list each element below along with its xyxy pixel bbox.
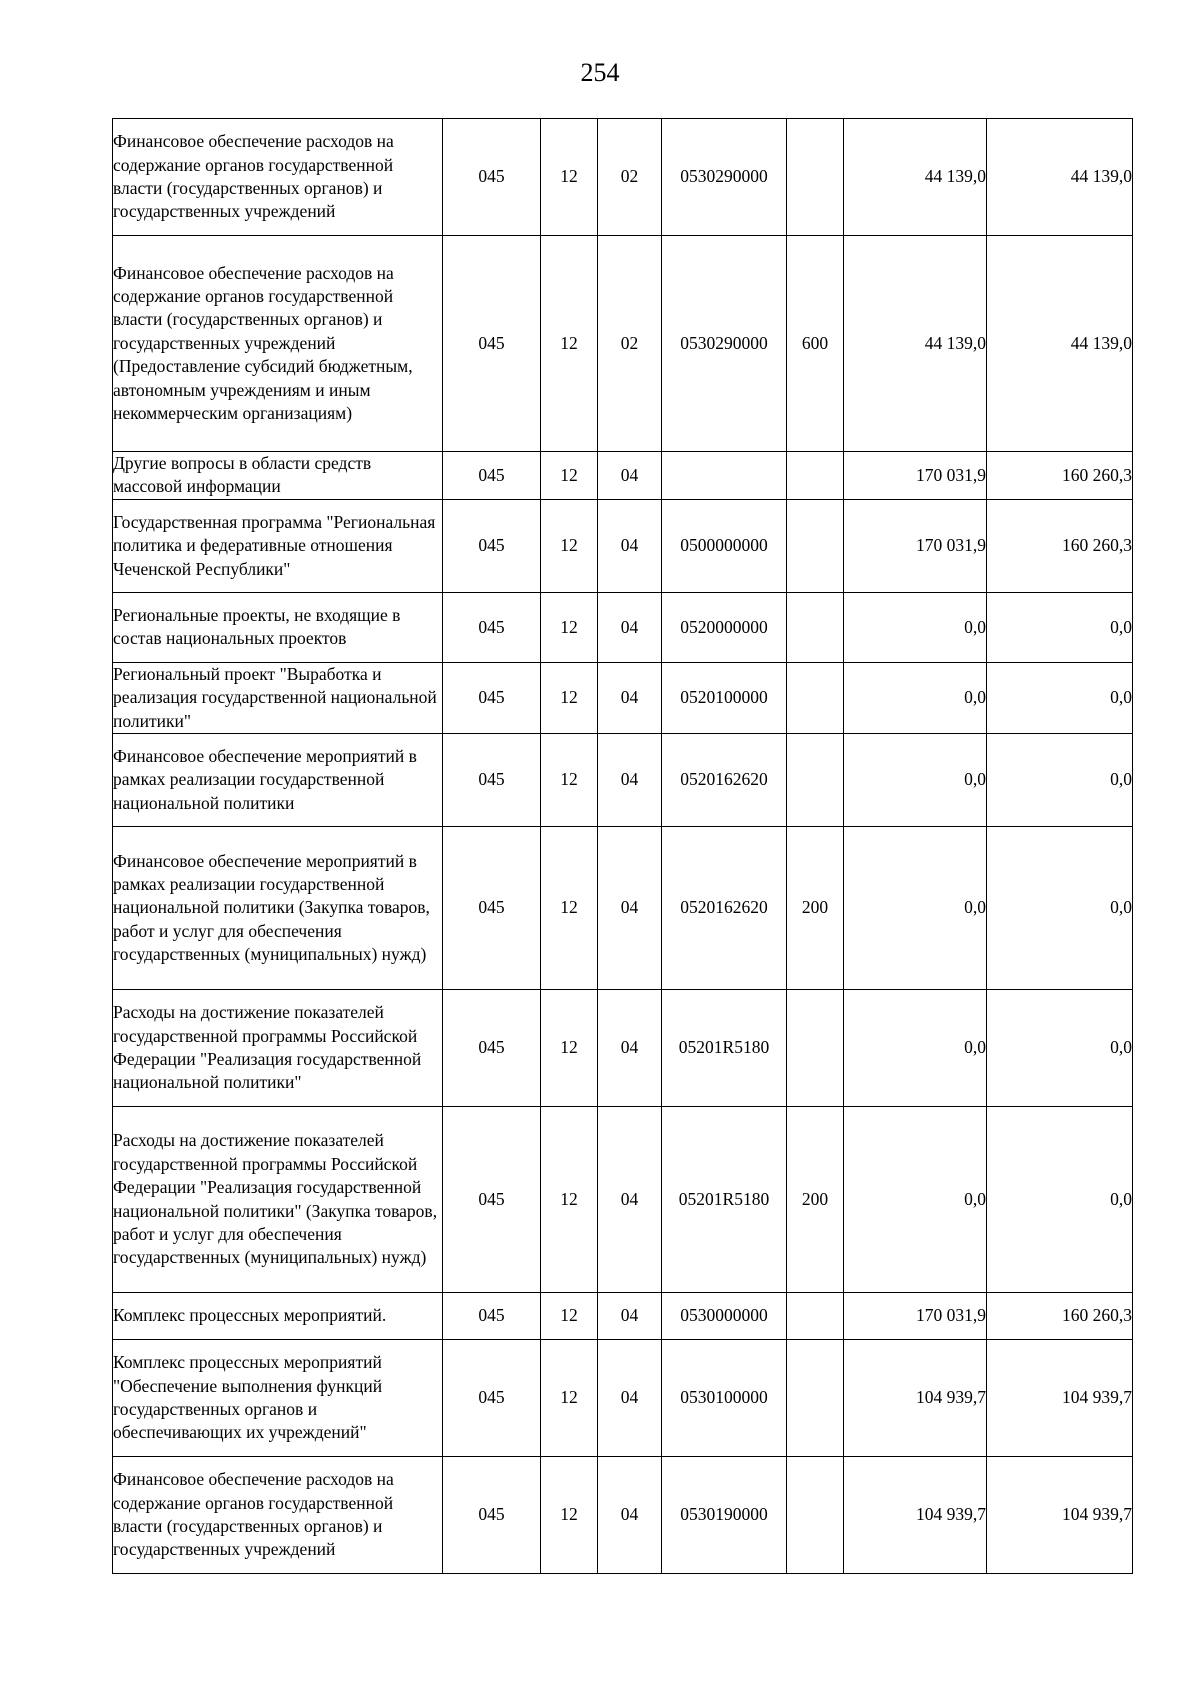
amount-year-1-cell: 0,0 <box>844 734 987 827</box>
item-name-cell: Финансовое обеспечение мероприятий в рамках реализации государственной национальной политики (Закупка товаров, работ и услуг для обеспечения государственных (муниципальных) нужд) <box>113 827 443 990</box>
subsection-code-cell: 02 <box>598 119 662 236</box>
table-body <box>113 119 1133 1574</box>
section-code-cell: 12 <box>541 452 598 500</box>
item-name-cell: Расходы на достижение показателей государственной программы Российской Федерации "Реализация государственной национальной политики" (Закупка товаров, работ и услуг для обеспечения государственных (муниципальных) нужд) <box>113 1107 443 1293</box>
subsection-code-cell: 04 <box>598 1293 662 1340</box>
subsection-code-cell: 04 <box>598 990 662 1107</box>
expense-type-code-cell <box>787 452 844 500</box>
expense-type-code-cell <box>787 734 844 827</box>
subsection-code-cell: 04 <box>598 1340 662 1457</box>
subsection-code-cell: 04 <box>598 499 662 592</box>
section-code-cell: 12 <box>541 990 598 1107</box>
section-code-cell: 12 <box>541 236 598 452</box>
ministry-code-cell: 045 <box>443 1293 541 1340</box>
section-code-cell: 12 <box>541 1457 598 1574</box>
target-item-code-cell: 0520000000 <box>662 592 787 662</box>
subsection-code-cell: 04 <box>598 1457 662 1574</box>
subsection-code-cell: 02 <box>598 236 662 452</box>
section-code-cell: 12 <box>541 734 598 827</box>
table-row <box>113 1107 1133 1293</box>
subsection-code-cell: 04 <box>598 1107 662 1293</box>
target-item-code-cell: 0500000000 <box>662 499 787 592</box>
subsection-code-cell: 04 <box>598 734 662 827</box>
amount-year-2-cell: 0,0 <box>987 990 1133 1107</box>
amount-year-1-cell: 0,0 <box>844 1107 987 1293</box>
section-code-cell: 12 <box>541 499 598 592</box>
amount-year-2-cell: 0,0 <box>987 1107 1133 1293</box>
amount-year-2-cell: 0,0 <box>987 662 1133 733</box>
ministry-code-cell: 045 <box>443 990 541 1107</box>
item-name-cell: Финансовое обеспечение расходов на содержание органов государственной власти (государственных органов) и государственных учреждений <box>113 1457 443 1574</box>
item-name-cell: Региональный проект "Выработка и реализация государственной национальной политики" <box>113 662 443 733</box>
target-item-code-cell: 0520162620 <box>662 734 787 827</box>
ministry-code-cell: 045 <box>443 119 541 236</box>
item-name-cell: Финансовое обеспечение мероприятий в рамках реализации государственной национальной политики <box>113 734 443 827</box>
ministry-code-cell: 045 <box>443 452 541 500</box>
table-row <box>113 119 1133 236</box>
amount-year-1-cell: 170 031,9 <box>844 452 987 500</box>
subsection-code-cell: 04 <box>598 452 662 500</box>
amount-year-1-cell: 170 031,9 <box>844 499 987 592</box>
section-code-cell: 12 <box>541 1340 598 1457</box>
item-name-cell: Другие вопросы в области средств массовой информации <box>113 452 443 500</box>
item-name-cell: Финансовое обеспечение расходов на содержание органов государственной власти (государственных органов) и государственных учреждений (Предоставление субсидий бюджетным, автономным учреждениям и иным некоммерческим организациям) <box>113 236 443 452</box>
amount-year-1-cell: 44 139,0 <box>844 236 987 452</box>
ministry-code-cell: 045 <box>443 662 541 733</box>
target-item-code-cell: 0530100000 <box>662 1340 787 1457</box>
amount-year-2-cell: 0,0 <box>987 592 1133 662</box>
expense-type-code-cell: 200 <box>787 1107 844 1293</box>
section-code-cell: 12 <box>541 827 598 990</box>
ministry-code-cell: 045 <box>443 592 541 662</box>
target-item-code-cell: 0520100000 <box>662 662 787 733</box>
amount-year-1-cell: 104 939,7 <box>844 1340 987 1457</box>
expense-type-code-cell <box>787 499 844 592</box>
amount-year-1-cell: 44 139,0 <box>844 119 987 236</box>
table-row <box>113 499 1133 592</box>
amount-year-1-cell: 104 939,7 <box>844 1457 987 1574</box>
item-name-cell: Расходы на достижение показателей государственной программы Российской Федерации "Реализация государственной национальной политики" <box>113 990 443 1107</box>
amount-year-2-cell: 44 139,0 <box>987 119 1133 236</box>
amount-year-2-cell: 104 939,7 <box>987 1340 1133 1457</box>
table-row <box>113 592 1133 662</box>
target-item-code-cell: 0530190000 <box>662 1457 787 1574</box>
expense-type-code-cell <box>787 990 844 1107</box>
target-item-code-cell: 05201R5180 <box>662 990 787 1107</box>
subsection-code-cell: 04 <box>598 592 662 662</box>
target-item-code-cell <box>662 452 787 500</box>
ministry-code-cell: 045 <box>443 1107 541 1293</box>
table-row <box>113 990 1133 1107</box>
table-row <box>113 236 1133 452</box>
expense-type-code-cell <box>787 119 844 236</box>
item-name-cell: Финансовое обеспечение расходов на содержание органов государственной власти (государственных органов) и государственных учреждений <box>113 119 443 236</box>
amount-year-2-cell: 0,0 <box>987 734 1133 827</box>
table-row <box>113 1340 1133 1457</box>
table-row <box>113 1293 1133 1340</box>
amount-year-2-cell: 44 139,0 <box>987 236 1133 452</box>
target-item-code-cell: 0530000000 <box>662 1293 787 1340</box>
section-code-cell: 12 <box>541 592 598 662</box>
table-row <box>113 452 1133 500</box>
item-name-cell: Комплекс процессных мероприятий "Обеспечение выполнения функций государственных органов и обеспечивающих их учреждений" <box>113 1340 443 1457</box>
target-item-code-cell: 0530290000 <box>662 119 787 236</box>
ministry-code-cell: 045 <box>443 1457 541 1574</box>
expense-type-code-cell <box>787 1340 844 1457</box>
ministry-code-cell: 045 <box>443 1340 541 1457</box>
amount-year-2-cell: 160 260,3 <box>987 499 1133 592</box>
table-row <box>113 1457 1133 1574</box>
target-item-code-cell: 05201R5180 <box>662 1107 787 1293</box>
amount-year-1-cell: 0,0 <box>844 662 987 733</box>
expense-type-code-cell <box>787 592 844 662</box>
page-number: 254 <box>580 58 620 87</box>
item-name-cell: Государственная программа "Региональная политика и федеративные отношения Чеченской Республики" <box>113 499 443 592</box>
amount-year-2-cell: 0,0 <box>987 827 1133 990</box>
subsection-code-cell: 04 <box>598 662 662 733</box>
section-code-cell: 12 <box>541 662 598 733</box>
section-code-cell: 12 <box>541 119 598 236</box>
amount-year-1-cell: 0,0 <box>844 990 987 1107</box>
item-name-cell: Региональные проекты, не входящие в состав национальных проектов <box>113 592 443 662</box>
target-item-code-cell: 0520162620 <box>662 827 787 990</box>
expense-type-code-cell <box>787 1457 844 1574</box>
table-row <box>113 827 1133 990</box>
amount-year-2-cell: 104 939,7 <box>987 1457 1133 1574</box>
ministry-code-cell: 045 <box>443 236 541 452</box>
section-code-cell: 12 <box>541 1107 598 1293</box>
table-row <box>113 662 1133 733</box>
budget-table <box>112 118 1133 1574</box>
subsection-code-cell: 04 <box>598 827 662 990</box>
amount-year-2-cell: 160 260,3 <box>987 1293 1133 1340</box>
item-name-cell: Комплекс процессных мероприятий. <box>113 1293 443 1340</box>
amount-year-2-cell: 160 260,3 <box>987 452 1133 500</box>
amount-year-1-cell: 170 031,9 <box>844 1293 987 1340</box>
amount-year-1-cell: 0,0 <box>844 827 987 990</box>
amount-year-1-cell: 0,0 <box>844 592 987 662</box>
ministry-code-cell: 045 <box>443 827 541 990</box>
section-code-cell: 12 <box>541 1293 598 1340</box>
ministry-code-cell: 045 <box>443 734 541 827</box>
target-item-code-cell: 0530290000 <box>662 236 787 452</box>
table-row <box>113 734 1133 827</box>
expense-type-code-cell <box>787 662 844 733</box>
expense-type-code-cell: 200 <box>787 827 844 990</box>
expense-type-code-cell <box>787 1293 844 1340</box>
expense-type-code-cell: 600 <box>787 236 844 452</box>
ministry-code-cell: 045 <box>443 499 541 592</box>
